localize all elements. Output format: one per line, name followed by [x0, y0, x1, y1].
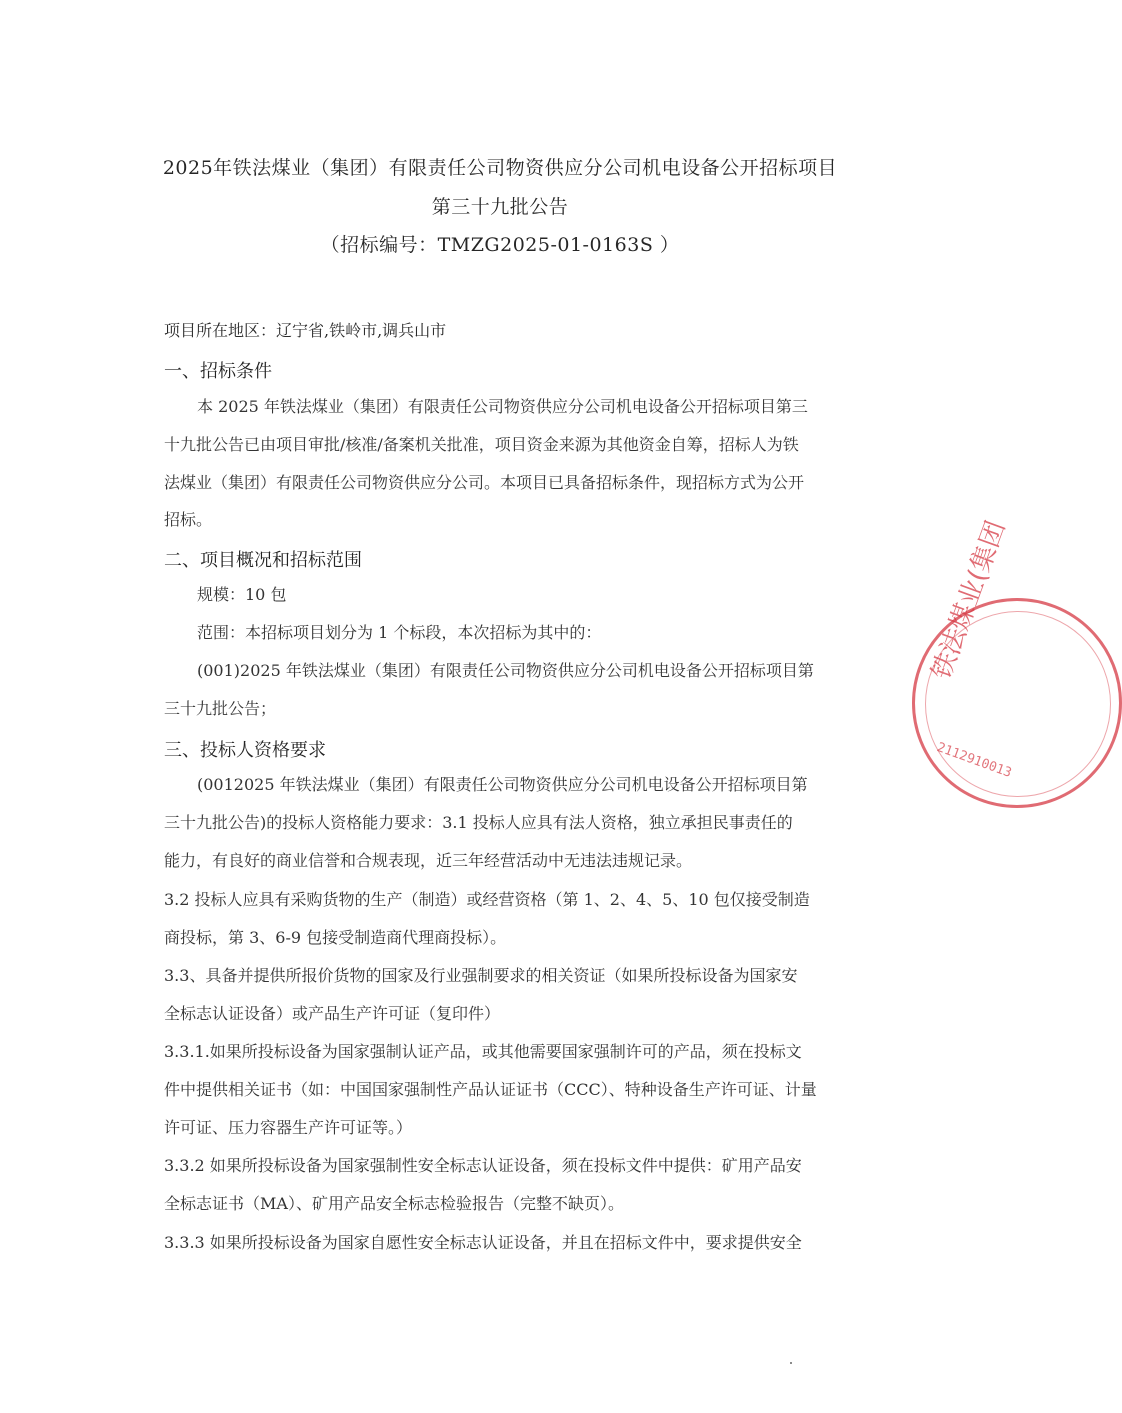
paragraph-line: (001)2025 年铁法煤业（集团）有限责任公司物资供应分公司机电设备公开招标项目第: [197, 661, 814, 680]
tender-number: （招标编号：TMZG2025-01-0163S ）: [320, 234, 680, 256]
paragraph-line: 三十九批公告；: [164, 699, 277, 718]
paragraph-line: 法煤业（集团）有限责任公司物资供应分公司。本项目已具备招标条件，现招标方式为公开: [164, 473, 805, 492]
paragraph-line: 范围：本招标项目划分为 1 个标段，本次招标为其中的：: [197, 623, 602, 642]
paragraph-line: 三十九批公告)的投标人资格能力要求：3.1 投标人应具有法人资格，独立承担民事责任的: [164, 813, 793, 832]
paragraph-line: 许可证、压力容器生产许可证等。）: [164, 1118, 413, 1137]
paragraph-line: 本 2025 年铁法煤业（集团）有限责任公司物资供应分公司机电设备公开招标项目第三: [197, 397, 808, 416]
paragraph-line: (0012025 年铁法煤业（集团）有限责任公司物资供应分公司机电设备公开招标项目第: [197, 775, 808, 794]
seal-code: 2112910013: [934, 740, 1014, 781]
company-seal-stamp: [912, 516, 1122, 808]
document-title-line1: 2025年铁法煤业（集团）有限责任公司物资供应分公司机电设备公开招标项目: [162, 157, 838, 179]
paragraph-line: 全标志证书（MA）、矿用产品安全标志检验报告（完整不缺页）。: [164, 1194, 624, 1213]
project-location: 项目所在地区：辽宁省,铁岭市,调兵山市: [164, 321, 447, 340]
paragraph-line: 十九批公告已由项目审批/核准/备案机关批准，项目资金来源为其他资金自筹，招标人为铁: [164, 435, 799, 454]
paragraph-line: 商投标，第 3、6-9 包接受制造商代理商投标）。: [164, 928, 507, 947]
paragraph-line: 3.3.2 如果所投标设备为国家强制性安全标志认证设备，须在投标文件中提供：矿用产品安: [164, 1156, 802, 1175]
paragraph-line: 3.2 投标人应具有采购货物的生产（制造）或经营资格（第 1、2、4、5、10 包仅接受制造: [164, 890, 810, 909]
section-heading-project-overview: 二、项目概况和招标范围: [164, 550, 362, 571]
seal-text: 铁法煤业(集团: [926, 516, 1012, 684]
paragraph-line: 能力，有良好的商业信誉和合规表现，近三年经营活动中无违法违规记录。: [164, 851, 693, 870]
paragraph-line: 3.3.3 如果所投标设备为国家自愿性安全标志认证设备，并且在招标文件中，要求提供安全: [164, 1233, 802, 1252]
scan-speck: [790, 1362, 792, 1364]
document-title-line2: 第三十九批公告: [431, 196, 569, 218]
paragraph-line: 3.3、具备并提供所报价货物的国家及行业强制要求的相关资证（如果所投标设备为国家安: [164, 966, 798, 985]
paragraph-line: 件中提供相关证书（如：中国国家强制性产品认证证书（CCC）、特种设备生产许可证、计量: [164, 1080, 817, 1099]
paragraph-line: 招标。: [164, 510, 213, 529]
paragraph-line: 全标志认证设备）或产品生产许可证（复印件）: [164, 1004, 501, 1023]
section-heading-bidding-conditions: 一、招标条件: [164, 361, 272, 382]
section-heading-bidder-qualifications: 三、投标人资格要求: [164, 740, 326, 761]
paragraph-line: 3.3.1.如果所投标设备为国家强制认证产品，或其他需要国家强制许可的产品，须在投标文: [164, 1042, 802, 1061]
paragraph-line: 规模：10 包: [197, 585, 287, 604]
